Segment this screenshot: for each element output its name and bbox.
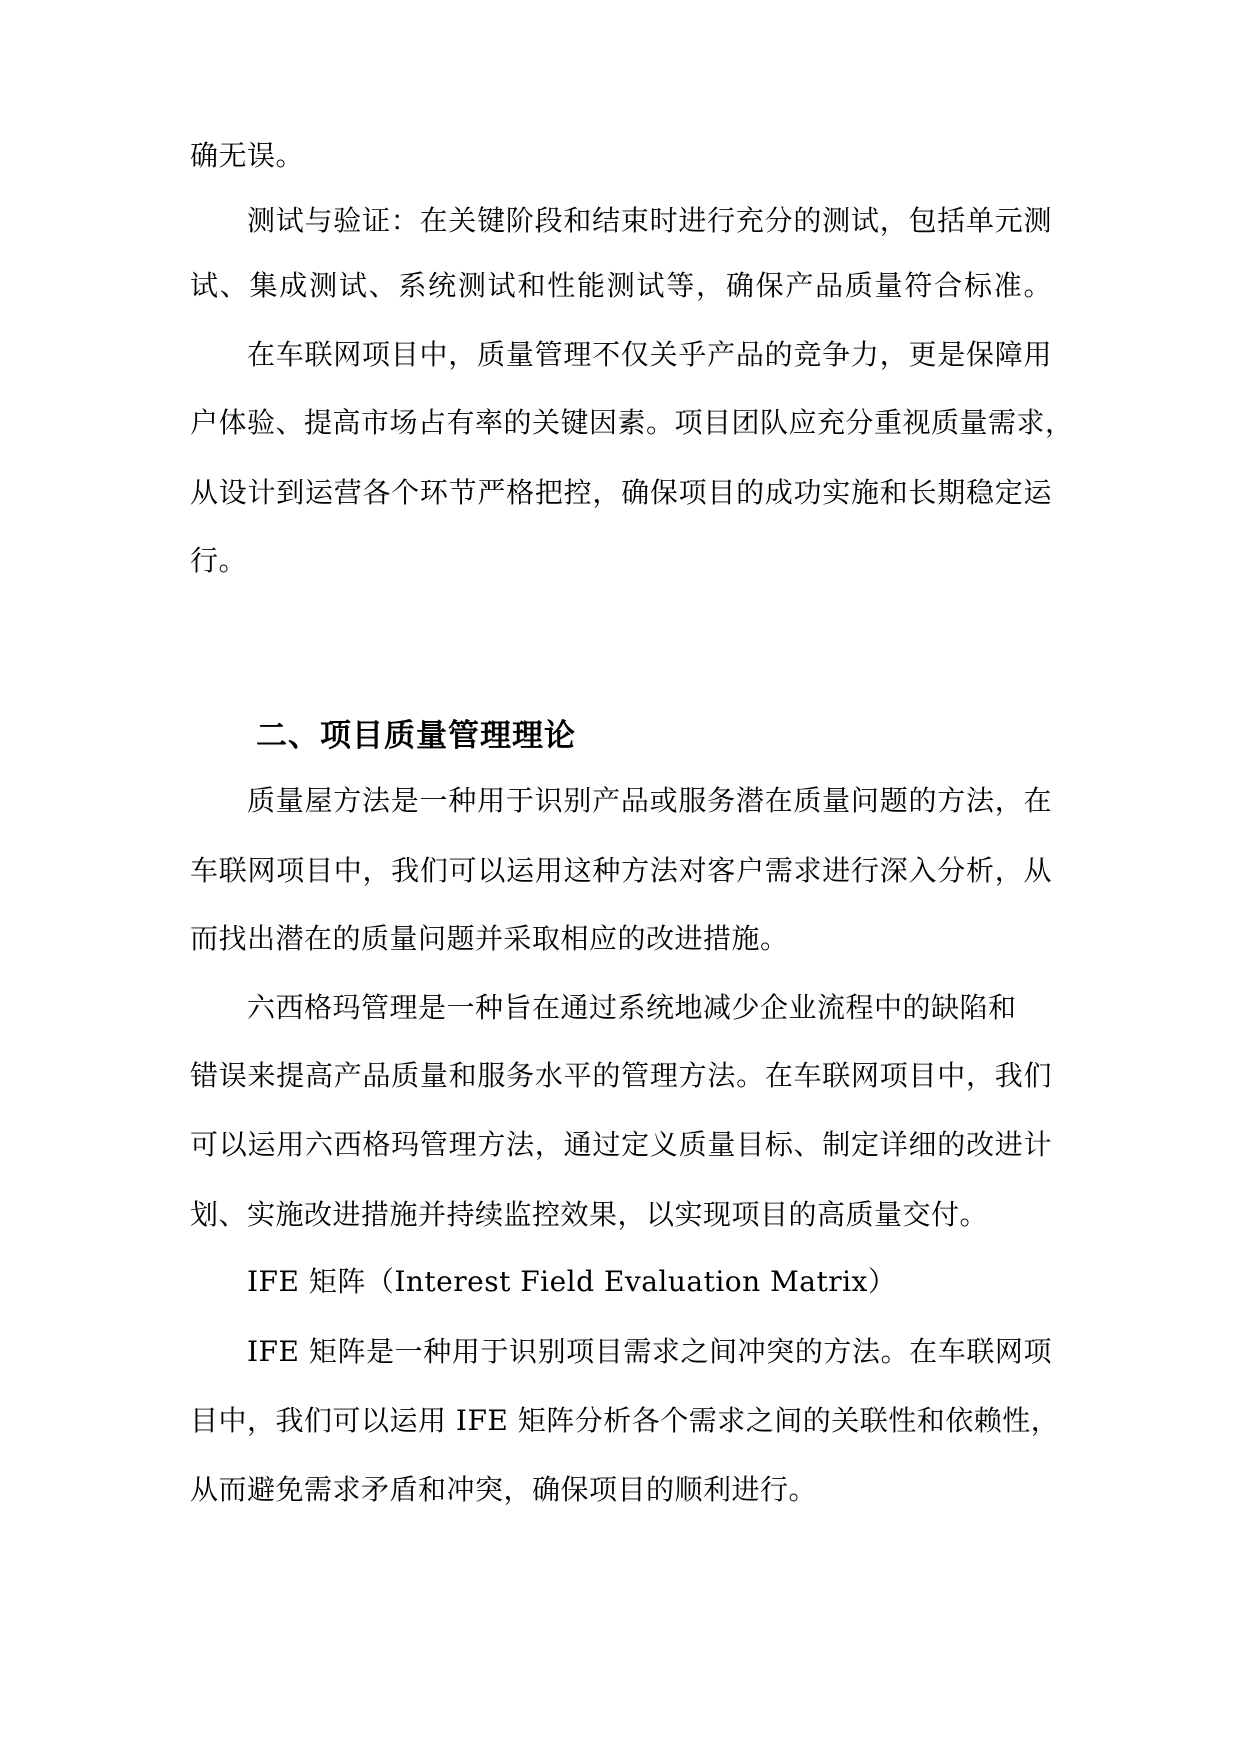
paragraph-line: IFE 矩阵是一种用于识别项目需求之间冲突的方法。在车联网项 [247,1335,1052,1368]
paragraph-line: 从设计到运营各个环节严格把控，确保项目的成功实施和长期稳定运 [190,476,1052,509]
paragraph-line: IFE 矩阵（Interest Field Evaluation Matrix） [247,1265,897,1298]
paragraph-line: 质量屋方法是一种用于识别产品或服务潜在质量问题的方法，在 [247,784,1052,817]
paragraph-line: 试、集成测试、系统测试和性能测试等，确保产品质量符合标准。 [190,269,1052,302]
paragraph-line: 错误来提高产品质量和服务水平的管理方法。在车联网项目中，我们 [190,1059,1052,1092]
paragraph-line: 从而避免需求矛盾和冲突，确保项目的顺利进行。 [190,1473,818,1506]
section-heading: 二、项目质量管理理论 [256,718,576,754]
paragraph-line: 确无误。 [190,139,305,172]
paragraph-line: 目中，我们可以运用 IFE 矩阵分析各个需求之间的关联性和依赖性， [190,1404,1060,1437]
paragraph-line: 划、实施改进措施并持续监控效果，以实现项目的高质量交付。 [190,1198,989,1231]
paragraph-line: 户体验、提高市场占有率的关键因素。项目团队应充分重视质量需求， [190,406,1074,439]
paragraph-line: 六西格玛管理是一种旨在通过系统地减少企业流程中的缺陷和 [247,991,1017,1024]
paragraph-line: 而找出潜在的质量问题并采取相应的改进措施。 [190,922,789,955]
paragraph-line: 行。 [190,544,248,577]
paragraph-line: 在车联网项目中，质量管理不仅关乎产品的竞争力，更是保障用 [247,338,1052,371]
paragraph-line: 可以运用六西格玛管理方法，通过定义质量目标、制定详细的改进计 [190,1128,1052,1161]
paragraph-line: 测试与验证：在关键阶段和结束时进行充分的测试，包括单元测 [247,204,1052,237]
paragraph-line: 车联网项目中，我们可以运用这种方法对客户需求进行深入分析，从 [190,854,1052,887]
